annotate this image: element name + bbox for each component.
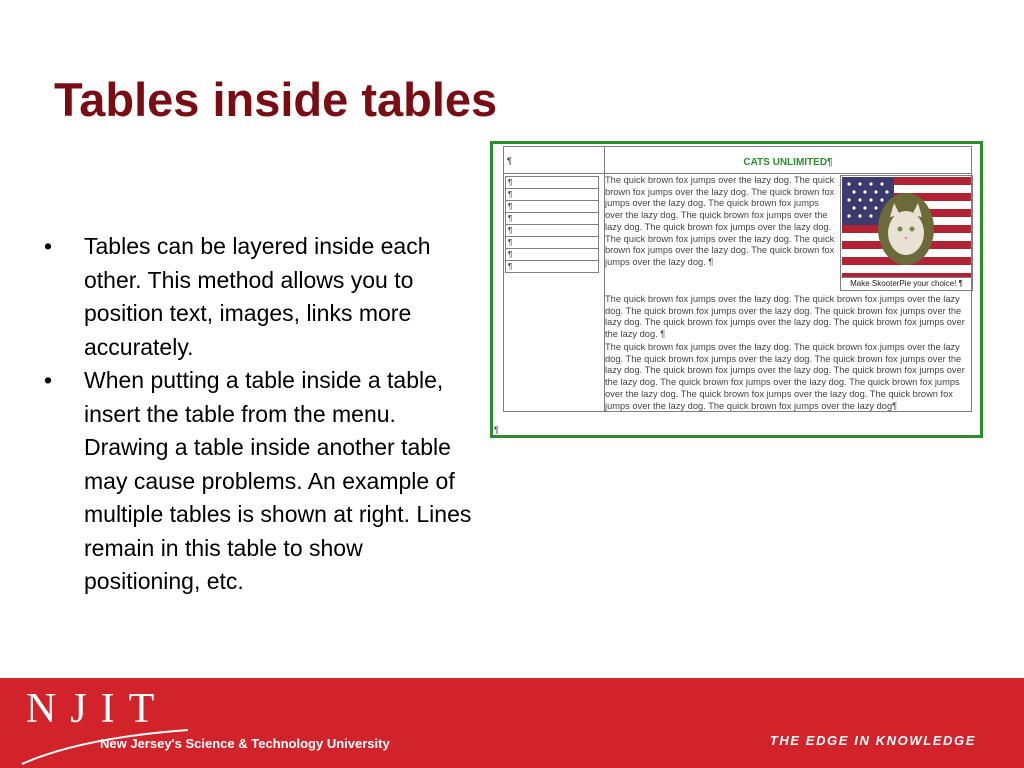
table-cell: ¶ [506,237,599,249]
bullet-text: When putting a table inside a table, insert the table from the menu. Drawing a table inside another table may cause problems. An example of multiple tables is shown at right. Lines remain in this table to show positioning, etc. [84,367,472,594]
bullet-icon: • [44,233,53,259]
bullet-list [44,230,474,599]
footer-bar [0,678,1024,768]
slide-title: Tables inside tables [54,73,498,126]
table-cell: ¶ [506,225,599,237]
university-name: New Jersey's Science & Technology University [100,736,390,751]
tagline: THE EDGE IN KNOWLEDGE [769,733,976,748]
table-cell: ¶ [506,249,599,261]
table-cell: ¶ [506,213,599,225]
right-column [605,147,971,411]
row-divider [605,173,971,174]
flag-cat-image [842,177,971,277]
outer-table [503,146,972,412]
body-paragraph: The quick brown fox jumps over the lazy dog. The quick brown fox jumps over the lazy dog. The quick brown fox jumps over the lazy dog. The quick brown fox jumps over the lazy dog. The quick brown fox jumps over the lazy dog. The quick brown fox jumps over the lazy dog. ¶ [605,294,965,340]
njit-logo: NJIT [26,686,169,732]
body-paragraph: The quick brown fox jumps over the lazy dog. The quick brown fox jumps over the lazy dog. The quick brown fox jumps over the lazy dog. The quick brown fox jumps over the lazy dog. The quick brown fox jumps over the lazy dog. The quick brown fox jumps over the lazy dog. The quick brown fox jumps over the lazy dog. The quick brown fox jumps over the lazy dog. The quick brown fox jumps over the lazy dog. ¶ [605,175,835,267]
image-table [840,175,973,291]
nested-table-example [490,141,983,438]
row-divider [504,173,604,174]
bullet-icon: • [44,367,53,393]
body-paragraph: The quick brown fox jumps over the lazy dog. The quick brown fox jumps over the lazy dog. The quick brown fox jumps over the lazy dog. The quick brown fox jumps over the lazy dog. The quick brown fox jumps over the lazy dog. The quick brown fox jumps over the lazy dog. The quick brown fox jumps over the lazy dog. The quick brown fox jumps over the lazy dog. The quick brown fox jumps over the lazy dog. The quick brown fox jumps over the lazy dog. The quick brown fox jumps over the lazy dog¶ [605,342,965,411]
table-cell: ¶ [506,189,599,201]
table-cell: ¶ [506,177,599,189]
inner-table-left [505,176,599,273]
bullet-item [44,230,474,364]
table-cell: ¶ [506,261,599,273]
table-cell: ¶ [506,201,599,213]
bullet-text: Tables can be layered inside each other. This method allows you to position text, images, links more accurately. [84,233,431,360]
bullet-item [44,364,474,599]
image-caption: Make SkooterPie your choice! ¶ [841,277,972,290]
left-column [504,147,605,411]
pilcrow-mark: ¶ [494,425,499,435]
cats-unlimited-heading: CATS UNLIMITED¶ [743,157,833,168]
pilcrow-mark: ¶ [507,156,512,166]
